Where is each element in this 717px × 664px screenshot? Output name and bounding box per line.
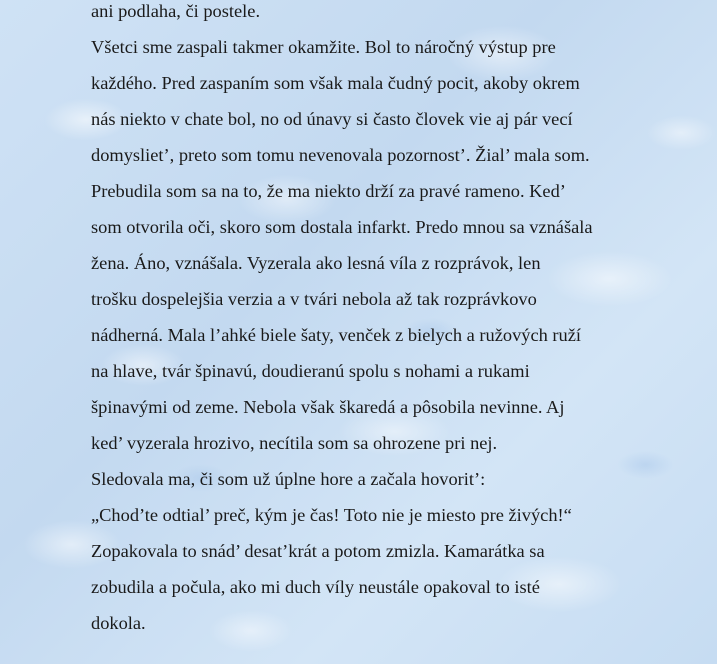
text-line: nás niekto v chate bol, no od únavy si často človek vie aj pár vecí xyxy=(91,109,573,129)
text-line: ani podlaha, či postele. xyxy=(91,1,261,21)
text-line: špinavými od zeme. Nebola však škaredá a pôsobila nevinne. Aj xyxy=(91,397,565,417)
text-line: Všetci sme zaspali takmer okamžite. Bol to náročný výstup pre xyxy=(91,37,556,57)
text-line: nádherná. Mala l’ahké biele šaty, venček z bielych a ružových ruží xyxy=(91,325,582,345)
text-line: Prebudila som sa na to, že ma niekto drží za pravé rameno. Ked’ xyxy=(91,181,566,201)
text-line: trošku dospelejšia verzia a v tvári nebola až tak rozprávkovo xyxy=(91,289,537,309)
text-line: každého. Pred zaspaním som však mala čudný pocit, akoby okrem xyxy=(91,73,580,93)
text-line: Sledovala ma, či som už úplne hore a začala hovorit’: xyxy=(91,469,486,489)
text-line: „Chod’te odtial’ preč, kým je čas! Toto nie je miesto pre živých!“ xyxy=(91,505,572,525)
text-line: domysliet’, preto som tomu nevenovala pozornost’. Žial’ mala som. xyxy=(91,145,590,165)
text-line: žena. Áno, vznášala. Vyzerala ako lesná víla z rozprávok, len xyxy=(91,253,541,273)
text-line: dokola. xyxy=(91,613,146,633)
text-line: zobudila a počula, ako mi duch víly neustále opakoval to isté xyxy=(91,577,540,597)
document-page xyxy=(91,0,711,641)
text-line: Zopakovala to snád’ desat’krát a potom zmizla. Kamarátka sa xyxy=(91,541,545,561)
text-line: som otvorila oči, skoro som dostala infarkt. Predo mnou sa vznášala xyxy=(91,217,593,237)
text-line: na hlave, tvár špinavú, doudieranú spolu s nohami a rukami xyxy=(91,361,530,381)
text-line: ked’ vyzerala hrozivo, necítila som sa ohrozene pri nej. xyxy=(91,433,498,453)
